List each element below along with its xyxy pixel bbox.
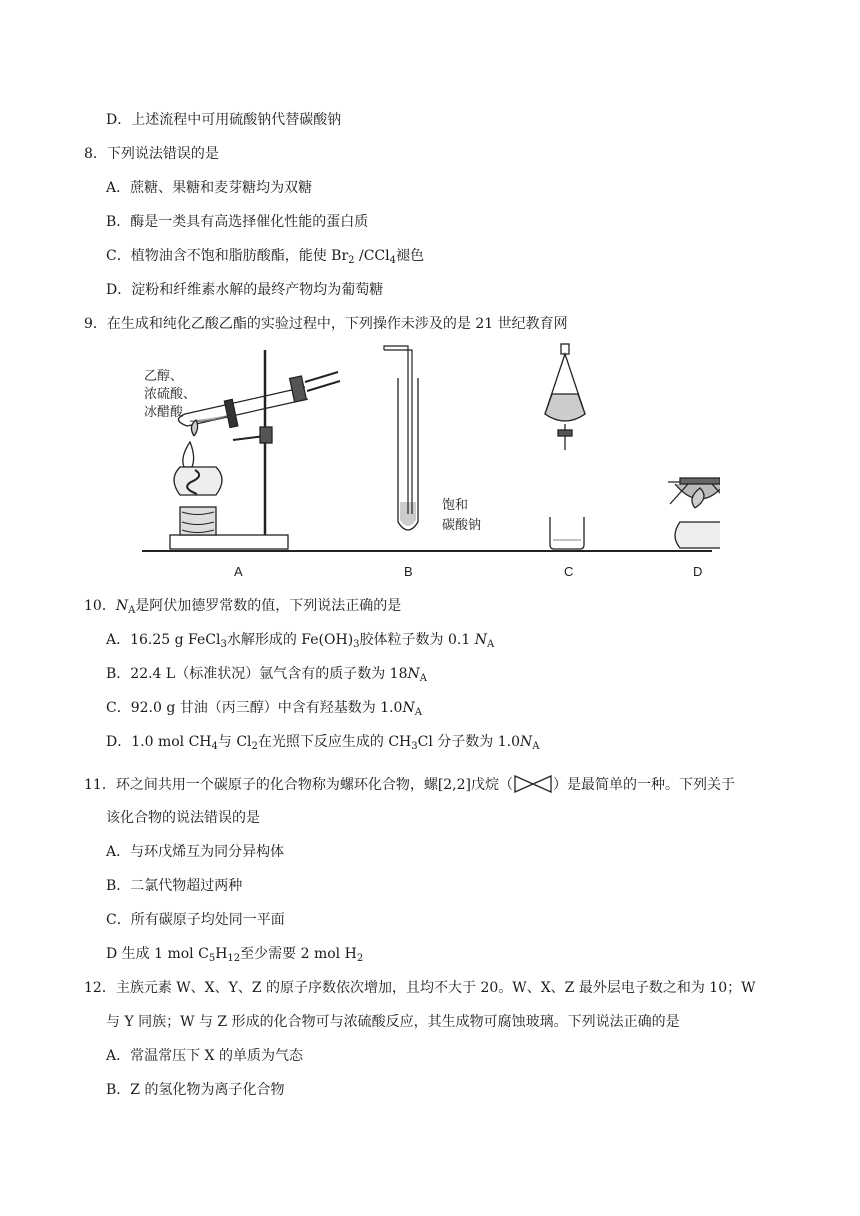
label-b-line1: 饱和 xyxy=(442,497,469,512)
caption-a: A xyxy=(234,564,243,579)
label-a-line2: 浓硫酸、 xyxy=(144,386,197,401)
label-a-line1: 乙醇、 xyxy=(144,368,184,383)
apparatus-figure xyxy=(140,342,720,582)
q11-option-a: A．与环戊烯互为同分异构体 xyxy=(106,844,285,860)
q12-option-b: B．Z 的氢化物为离子化合物 xyxy=(106,1082,285,1098)
stopper xyxy=(290,376,307,402)
apparatus-c xyxy=(545,344,585,549)
spiropentane-structure-icon xyxy=(513,774,553,794)
q12-option-a: A．常温常压下 X 的单质为气态 xyxy=(106,1048,303,1064)
q11-option-d: D 生成 1 mol $C_5H_{12}$至少需要 2 mol $H_2$ xyxy=(106,946,364,964)
q8-option-b: B．酶是一类具有高选择催化性能的蛋白质 xyxy=(106,214,369,230)
q11-option-c: C．所有碳原子均处同一平面 xyxy=(106,912,285,928)
label-b-line2: 碳酸钠 xyxy=(442,517,482,532)
q12-stem-cont: 与 Y 同族；W 与 Z 形成的化合物可与浓硫酸反应，其生成物可腐蚀玻璃。下列说法正确的是 xyxy=(106,1014,680,1030)
q10-stem: 10．$N_A$是阿伏加德罗常数的值，下列说法正确的是 xyxy=(84,598,402,616)
q8-option-a: A．蔗糖、果糖和麦芽糖均为双糖 xyxy=(106,180,313,196)
apparatus-a xyxy=(142,350,712,551)
q11-stem-cont: 该化合物的说法错误的是 xyxy=(106,810,260,826)
q10-option-d: D．1.0 mol $CH_4$与 $Cl_2$在光照下反应生成的 $CH_3Cl$ 分子数为 $1.0N_A$ xyxy=(106,734,540,752)
caption-b: B xyxy=(404,564,413,579)
q12-stem: 12．主族元素 W、X、Y、Z 的原子序数依次增加，且均不大于 20。W、X、Z 最外层电子数之和为 10；W xyxy=(84,980,756,996)
caption-d: D xyxy=(693,564,703,579)
label-a-line3: 冰醋酸 xyxy=(144,404,184,419)
q8-stem: 8．下列说法错误的是 xyxy=(84,146,219,162)
q11-option-b: B．二氯代物超过两种 xyxy=(106,878,243,894)
q9-stem: 9．在生成和纯化乙酸乙酯的实验过程中，下列操作未涉及的是 21 世纪教育网 xyxy=(84,316,568,332)
q8-option-d: D．淀粉和纤维素水解的最终产物均为葡萄糖 xyxy=(106,282,384,298)
q10-option-b: B．22.4 L（标准状况）氩气含有的质子数为 $18N_A$ xyxy=(106,666,427,684)
apparatus-d xyxy=(668,478,720,548)
q10-option-a: A．16.25 g FeCl$_3$水解形成的 $Fe(OH)_3$胶体粒子数为 0.1 $N_A$ xyxy=(106,632,495,650)
stand-base xyxy=(170,535,288,549)
q10-option-c: C．92.0 g 甘油（丙三醇）中含有羟基数为 $1.0N_A$ xyxy=(106,700,422,718)
q7-option-d: D．上述流程中可用硫酸钠代替碳酸钠 xyxy=(106,112,342,128)
q11-stem: 11．环之间共用一个碳原子的化合物称为螺环化合物，螺[2,2]戊烷（ ）是最简单的一种。下列关于 xyxy=(84,774,735,795)
apparatus-b xyxy=(384,346,418,530)
q8-option-c: C．植物油含不饱和脂肪酸酯，能使 $Br_2$ /CCl$_4$褪色 xyxy=(106,248,424,266)
caption-c: C xyxy=(564,564,574,579)
